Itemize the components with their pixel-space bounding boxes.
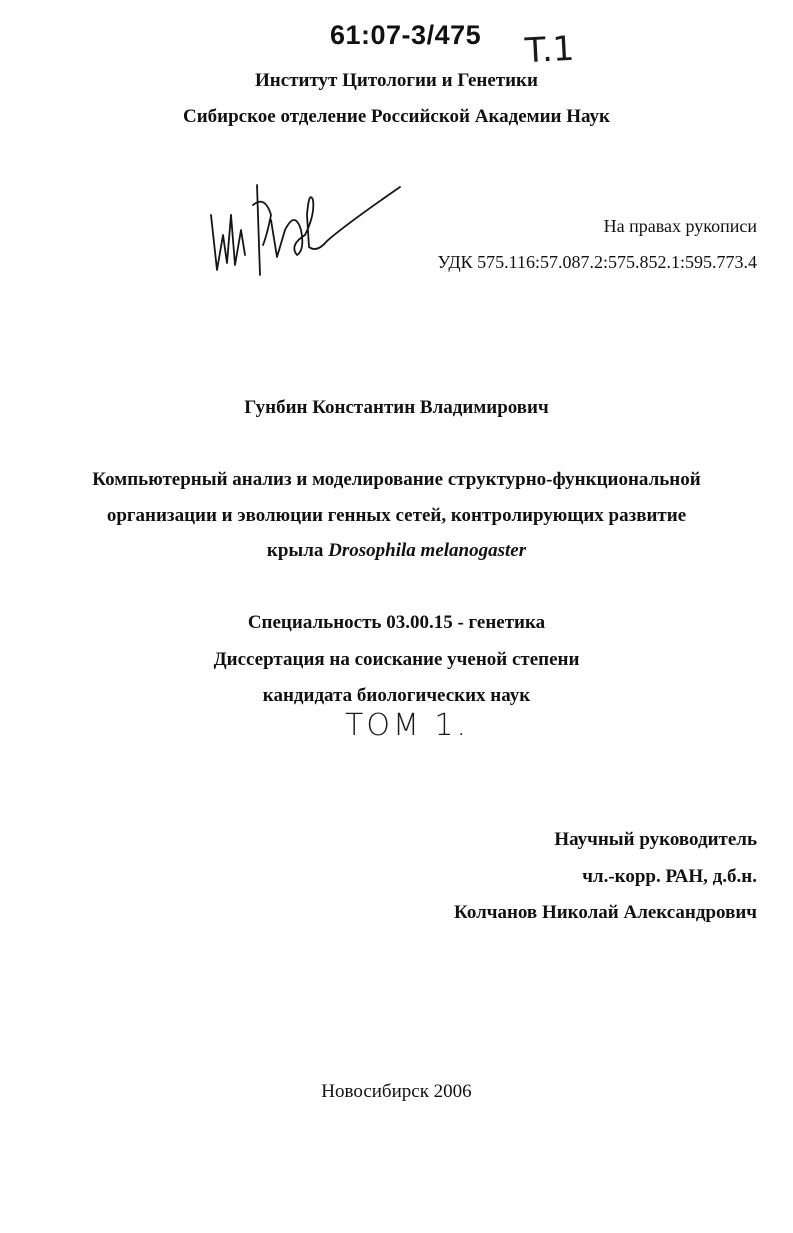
handwritten-volume-mark: T.1 [523,28,576,72]
title-line-2: организации и эволюции генных сетей, контролирующих развитие [106,505,687,526]
city-year: Новосибирск 2006 [321,1081,472,1102]
supervisor-degree: чл.-корр. РАН, д.б.н. [582,866,757,887]
title-line-1: Компьютерный анализ и моделирование структурно-функциональной [92,469,701,490]
dissertation-line-2: кандидата биологических наук [262,685,531,706]
institute-name: Институт Цитологии и Генетики [255,70,538,91]
handwritten-volume: ТОМ 1. [345,708,469,743]
title-line-3-prefix: крыла [266,540,329,561]
specialty: Специальность 03.00.15 - генетика [247,612,546,633]
title-line-3 [0,540,793,562]
supervisor-name: Колчанов Николай Александрович [454,902,757,923]
supervisor-role: Научный руководитель [554,829,757,850]
archive-code-stamp: 61:07-3/475 [330,20,482,50]
udk-code: УДК 575.116:57.087.2:575.852.1:595.773.4 [437,252,757,272]
manuscript-rights: На правах рукописи [603,216,757,236]
dissertation-line-1: Диссертация на соискание ученой степени [213,649,580,670]
institute-branch: Сибирское отделение Российской Академии Наук [182,106,611,127]
signature [205,175,410,285]
species-name: Drosophila melanogaster [328,540,527,561]
author-name: Гунбин Константин Владимирович [244,397,549,418]
